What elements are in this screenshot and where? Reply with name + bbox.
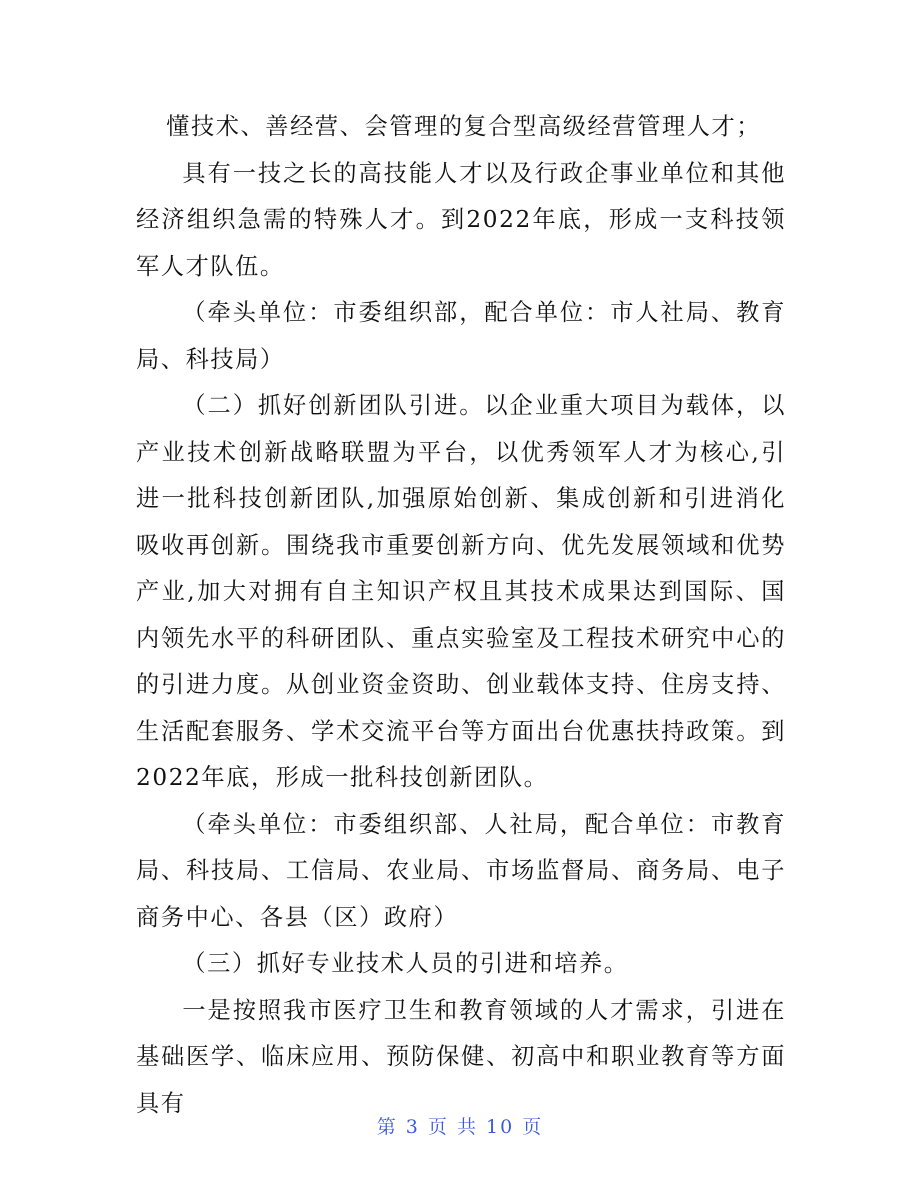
paragraph-4: （二）抓好创新团队引进。以企业重大项目为载体，以产业技术创新战略联盟为平台，以优秀领军人才为核心,引进一批科技创新团队,加强原始创新、集成创新和引进消化吸收再创新。围绕我市重要创新方向、优先发展领域和优势产业,加大对拥有自主知识产权且其技术成果达到国际、国内领先水平的科研团队、重点实验室及工程技术研究中心的的引进力度。从创业资金资助、创业载体支持、住房支持、生活配套服务、学术交流平台等方面出台优惠扶持政策。到2022年底，形成一批科技创新团队。 bbox=[136, 392, 786, 791]
paragraph-1: 懂技术、善经营、会管理的复合型高级经营管理人才； bbox=[166, 113, 762, 140]
paragraph-7: 一是按照我市医疗卫生和教育领域的人才需求，引进在基础医学、临床应用、预防保健、初高中和职业教育等方面具有 bbox=[136, 996, 786, 1117]
paragraph-6: （三）抓好专业技术人员的引进和培养。 bbox=[182, 950, 629, 977]
page-number-footer: 第 3 页 共 10 页 bbox=[376, 1116, 544, 1138]
paragraph-5: （牵头单位：市委组织部、人社局，配合单位：市教育局、科技局、工信局、农业局、市场监督局、商务局、电子商务中心、各县（区）政府） bbox=[136, 810, 786, 931]
document-body bbox=[136, 104, 786, 1127]
paragraph-3: （牵头单位：市委组织部，配合单位：市人社局、教育局、科技局） bbox=[136, 299, 786, 373]
paragraph-2: 具有一技之长的高技能人才以及行政企事业单位和其他经济组织急需的特殊人才。到2022年底，形成一支科技领军人才队伍。 bbox=[136, 159, 786, 280]
